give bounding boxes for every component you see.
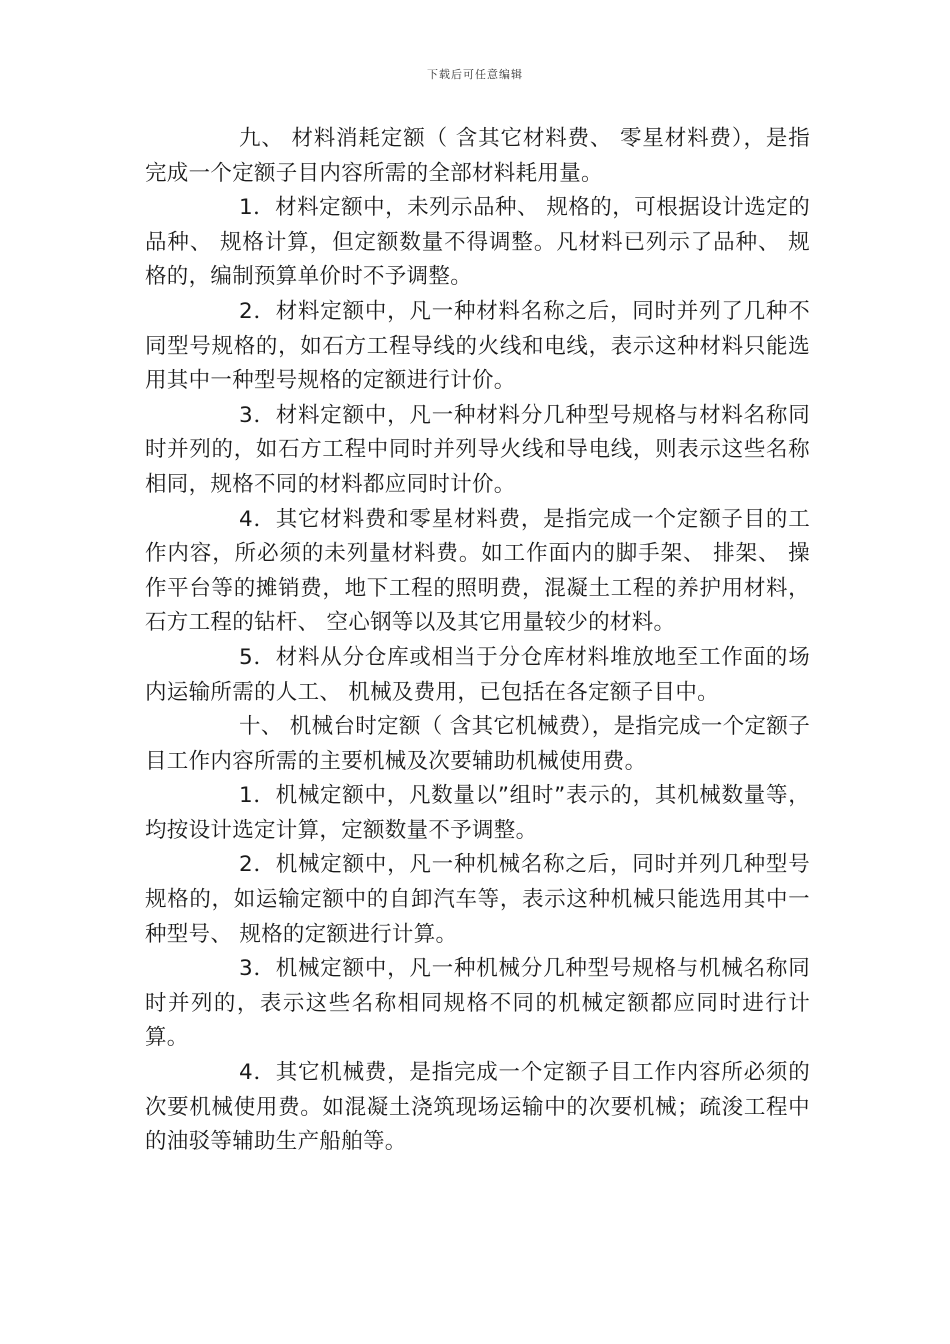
paragraph-material-1: 1．材料定额中，未列示品种、 规格的，可根据设计选定的品种、 规格计算，但定额数量不得调整。凡材料已列示了品种、 规格的，编制预算单价时不予调整。	[145, 195, 810, 290]
section-heading-ten: 十、 机械台时定额（ 含其它机械费），是指完成一个定额子目工作内容所需的主要机械及次要辅助机械使用费。	[145, 714, 810, 774]
paragraph-machine-3: 3．机械定额中，凡一种机械分几种型号规格与机械名称同时并列的，表示这些名称相同规格不同的机械定额都应同时进行计算。	[145, 956, 810, 1051]
paragraph-machine-1: 1．机械定额中，凡数量以”组时”表示的，其机械数量等，均按设计选定计算，定额数量不予调整。	[145, 783, 810, 843]
paragraph-material-3: 3．材料定额中，凡一种材料分几种型号规格与材料名称同时并列的，如石方工程中同时并列导火线和导电线，则表示这些名称相同，规格不同的材料都应同时计价。	[145, 402, 810, 497]
page-header: 下载后可任意编辑	[427, 68, 523, 81]
paragraph-material-2: 2．材料定额中，凡一种材料名称之后，同时并列了几种不同型号规格的，如石方工程导线的火线和电线，表示这种材料只能选用其中一种型号规格的定额进行计价。	[145, 298, 810, 394]
document-body	[145, 122, 810, 1160]
paragraph-machine-4: 4．其它机械费，是指完成一个定额子目工作内容所必须的次要机械使用费。如混凝土浇筑现场运输中的次要机械；疏浚工程中的油驳等辅助生产船舶等。	[145, 1060, 810, 1155]
paragraph-material-4: 4．其它材料费和零星材料费，是指完成一个定额子目的工作内容，所必须的未列量材料费。如工作面内的脚手架、 排架、 操作平台等的摊销费，地下工程的照明费，混凝土工程的养护用材料，石方工程的钻杆、 空心钢等以及其它用量较少的材料。	[145, 506, 810, 636]
paragraph-material-5: 5．材料从分仓库或相当于分仓库材料堆放地至工作面的场内运输所需的人工、 机械及费用，已包括在各定额子目中。	[145, 644, 810, 705]
paragraph-machine-2: 2．机械定额中，凡一种机械名称之后，同时并列几种型号规格的，如运输定额中的自卸汽车等，表示这种机械只能选用其中一种型号、 规格的定额进行计算。	[145, 852, 810, 947]
section-heading-nine: 九、 材料消耗定额（ 含其它材料费、 零星材料费），是指完成一个定额子目内容所需的全部材料耗用量。	[145, 126, 810, 186]
